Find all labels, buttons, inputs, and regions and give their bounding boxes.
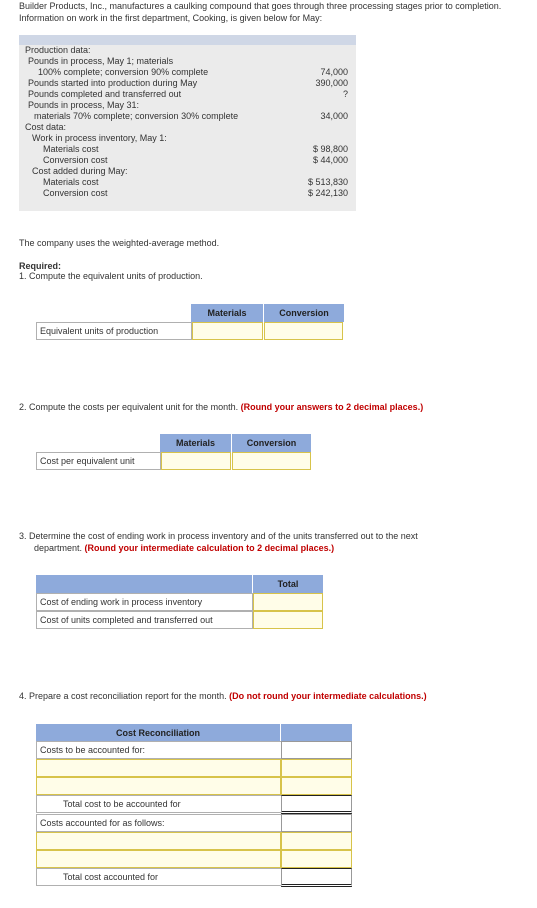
q4-total-accounted-label: Total cost accounted for [63, 872, 159, 882]
method-text: The company uses the weighted-average method. [19, 238, 220, 248]
q3-note: (Round your intermediate calculation to 2 decimal places.) [84, 543, 335, 553]
pd-value-12: $ 513,830 [307, 177, 348, 187]
q1-conversion-input[interactable] [264, 322, 343, 340]
pd-label-12: Materials cost [43, 177, 99, 187]
q3-header-total: Total [253, 575, 323, 593]
q2-note: (Round your answers to 2 decimal places.) [240, 402, 424, 412]
q3-transferred-out-input[interactable] [253, 611, 323, 629]
q3-row-label-ending-wip: Cost of ending work in process inventory [36, 593, 253, 611]
pd-value-3: 390,000 [315, 78, 348, 88]
q1-header-materials: Materials [191, 304, 263, 322]
q1-materials-input[interactable] [192, 322, 263, 340]
pd-label-0: Production data: [25, 45, 91, 55]
pd-label-13: Conversion cost [43, 188, 108, 198]
required-label: Required: [19, 261, 62, 271]
pd-value-6: 34,000 [320, 111, 348, 121]
q4-costs-to-account-value [281, 741, 352, 759]
q4-costs-to-account-item-2-label[interactable] [36, 777, 281, 795]
pd-label-7: Cost data: [25, 122, 67, 132]
pd-value-4: ? [342, 89, 348, 99]
pd-label-9: Materials cost [43, 144, 99, 154]
pd-label-6: materials 70% complete; conversion 30% complete [34, 111, 239, 121]
pd-value-9: $ 98,800 [312, 144, 348, 154]
q4-question: 4. Prepare a cost reconciliation report for the month. [19, 691, 227, 701]
pd-label-3: Pounds started into production during May [28, 78, 198, 88]
q3-row-label-transferred-out: Cost of units completed and transferred out [36, 611, 253, 629]
q2-row-label: Cost per equivalent unit [36, 452, 161, 470]
q2-header-materials: Materials [160, 434, 231, 452]
q3-text-line1: 3. Determine the cost of ending work in process inventory and of the units transferred out to the next [19, 531, 418, 541]
q4-costs-accounted-label: Costs accounted for as follows: [36, 814, 282, 832]
q3-text-line2 [34, 542, 334, 554]
production-data-header-bar [19, 35, 356, 45]
q4-costs-accounted-item-2-label[interactable] [36, 850, 281, 868]
q4-costs-accounted-value [281, 814, 352, 832]
q4-header-title: Cost Reconciliation [36, 724, 280, 742]
pd-label-10: Conversion cost [43, 155, 108, 165]
q4-costs-accounted-item-2-amount[interactable] [281, 850, 352, 868]
q4-costs-to-account-item-1-label[interactable] [36, 759, 281, 777]
q4-total-accounted-row [36, 868, 282, 886]
pd-label-5: Pounds in process, May 31: [28, 100, 140, 110]
q4-total-to-account-row [36, 795, 282, 813]
problem-intro: Builder Products, Inc., manufactures a caulking compound that goes through three processing stages prior to completion. Information on work in the first department, Cooking, is given below for May: [19, 1, 502, 23]
q2-question: 2. Compute the costs per equivalent unit for the month. [19, 402, 239, 412]
q3-question-end: department. [34, 543, 83, 553]
q4-costs-to-account-item-1-amount[interactable] [281, 759, 352, 777]
q4-total-to-account-amount[interactable] [281, 795, 352, 814]
q4-costs-accounted-item-1-amount[interactable] [281, 832, 352, 850]
q2-materials-input[interactable] [161, 452, 231, 470]
pd-value-13: $ 242,130 [307, 188, 348, 198]
q4-total-to-account-label: Total cost to be accounted for [63, 799, 181, 809]
q1-row-label: Equivalent units of production [36, 322, 192, 340]
pd-label-4: Pounds completed and transferred out [28, 89, 182, 99]
q4-costs-to-account-label: Costs to be accounted for: [36, 741, 282, 759]
pd-label-2: 100% complete; conversion 90% complete [38, 67, 209, 77]
q1-text: 1. Compute the equivalent units of production. [19, 271, 203, 281]
q3-header-spacer [36, 575, 252, 593]
pd-label-1: Pounds in process, May 1; materials [28, 56, 174, 66]
q2-text [19, 401, 423, 413]
q4-costs-accounted-item-1-label[interactable] [36, 832, 281, 850]
q1-header-conversion: Conversion [264, 304, 344, 322]
production-data-table [19, 35, 356, 211]
pd-value-10: $ 44,000 [312, 155, 348, 165]
q4-text [19, 690, 427, 702]
q4-total-accounted-amount[interactable] [281, 868, 352, 887]
pd-label-8: Work in process inventory, May 1: [32, 133, 167, 143]
q3-ending-wip-input[interactable] [253, 593, 323, 611]
q2-header-conversion: Conversion [232, 434, 311, 452]
q2-conversion-input[interactable] [232, 452, 311, 470]
q4-header-spacer [281, 724, 352, 742]
q4-costs-to-account-item-2-amount[interactable] [281, 777, 352, 795]
pd-label-11: Cost added during May: [32, 166, 128, 176]
pd-value-2: 74,000 [320, 67, 348, 77]
q4-note: (Do not round your intermediate calculations.) [229, 691, 427, 701]
